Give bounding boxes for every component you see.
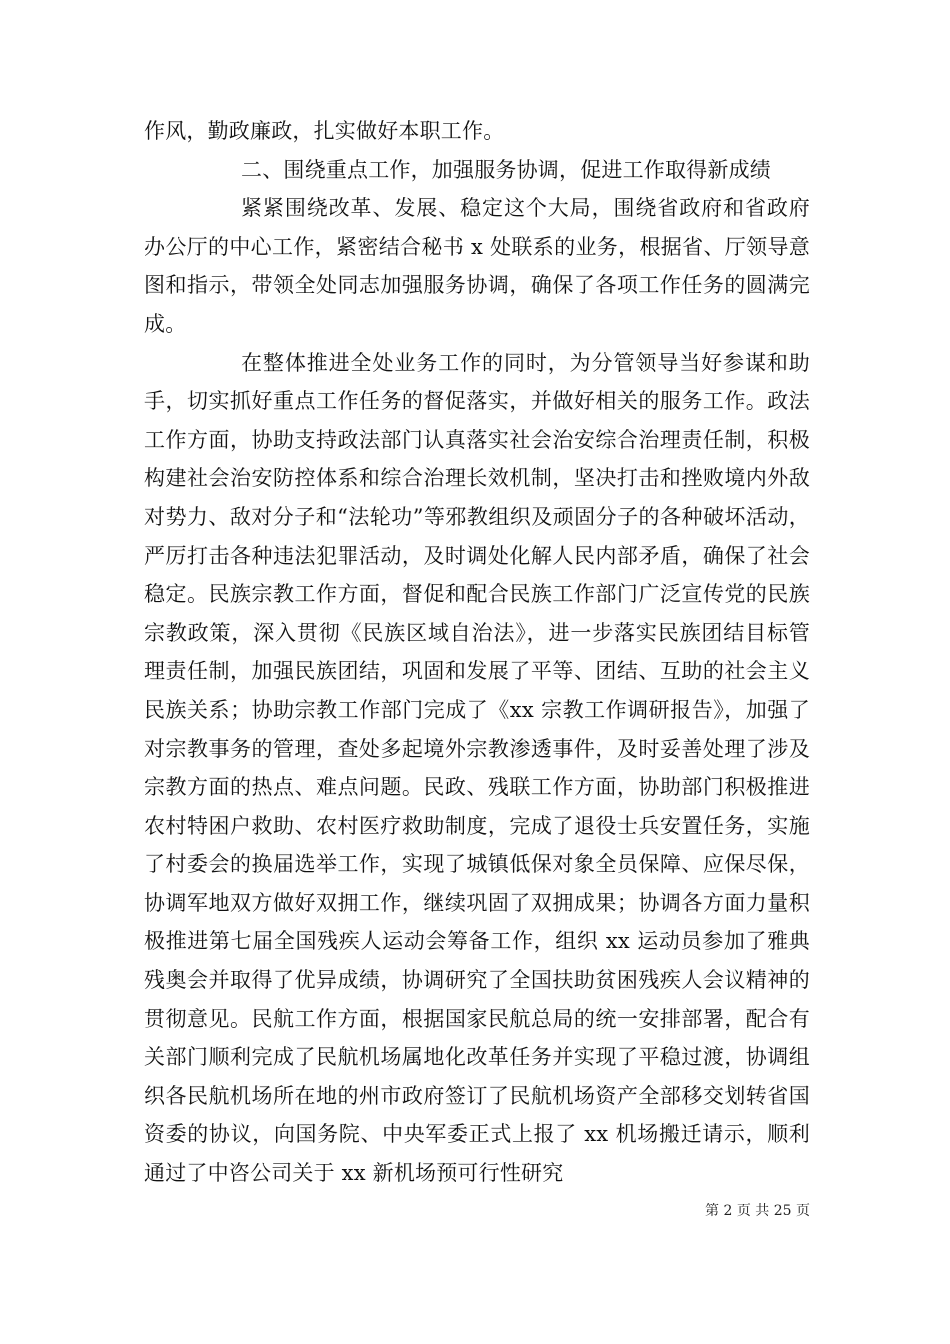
paragraph-details: 在整体推进全处业务工作的同时，为分管领导当好参谋和助手，切实抓好重点工作任务的督促落实，并做好相关的服务工作。政法工作方面，协助支持政法部门认真落实社会治安综合治理责任制，积极构建社会治安防控体系和综合治理长效机制，坚决打击和挫败境内外敌对势力、敌对分子和“法轮功”等邪教组织及顽固分子的各种破坏活动，严厉打击各种违法犯罪活动，及时调处化解人民内部矛盾，确保了社会稳定。民族宗教工作方面，督促和配合民族工作部门广泛宣传党的民族宗教政策，深入贯彻《民族区域自治法》，进一步落实民族团结目标管理责任制，加强民族团结，巩固和发展了平等、团结、互助的社会主义民族关系；协助宗教工作部门完成了《xx 宗教工作调研报告》，加强了对宗教事务的管理，查处多起境外宗教渗透事件，及时妥善处理了涉及宗教方面的热点、难点问题。民政、残联工作方面，协助部门积极推进农村特困户救助、农村医疗救助制度，完成了退役士兵安置任务，实施了村委会的换届选举工作，实现了城镇低保对象全员保障、应保尽保，协调军地双方做好双拥工作，继续巩固了双拥成果；协调各方面力量积极推进第七届全国残疾人运动会筹备工作，组织 xx 运动员参加了雅典残奥会并取得了优异成绩，协调研究了全国扶助贫困残疾人会议精神的贯彻意见。民航工作方面，根据国家民航总局的统一安排部署，配合有关部门顺利完成了民航机场属地化改革任务并实现了平稳过渡，协调组织各民航机场所在地的州市政府签订了民航机场资产全部移交划转省国资委的协议，向国务院、中央军委正式上报了 xx 机场搬迁请示，顺利通过了中咨公司关于 xx 新机场预可行性研究 <box>144 350 810 1186</box>
document-body <box>144 112 810 1193</box>
paragraph-overview: 紧紧围绕改革、发展、稳定这个大局，围绕省政府和省政府办公厅的中心工作，紧密结合秘书 x 处联系的业务，根据省、厅领导意图和指示，带领全处同志加强服务协调，确保了各项工作任务的圆满完成。 <box>144 196 810 336</box>
page-number: 第 2 页 共 25 页 <box>705 1203 810 1219</box>
section-heading: 二、围绕重点工作，加强服务协调，促进工作取得新成绩 <box>241 157 771 182</box>
paragraph-continuation: 作风，勤政廉政，扎实做好本职工作。 <box>144 119 505 143</box>
